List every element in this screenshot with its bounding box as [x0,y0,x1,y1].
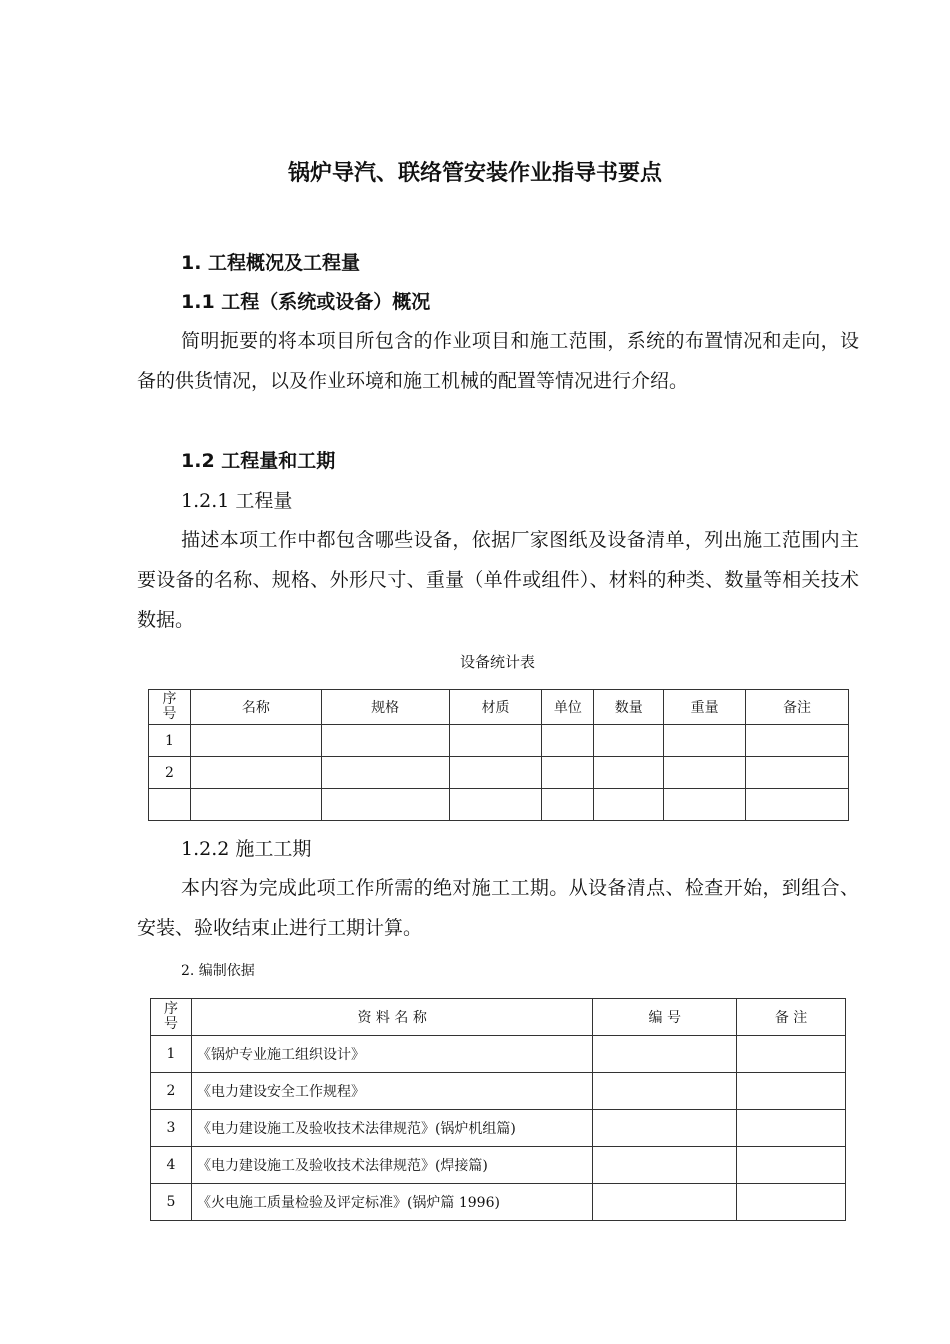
section-1-1-paragraph: 简明扼要的将本项目所包含的作业项目和施工范围，系统的布置情况和走向，设备的供货情况，以及作业环境和施工机械的配置等情况进行介绍。 [137,330,859,392]
cell [746,789,849,821]
header-material: 材质 [449,690,542,725]
cell [746,725,849,757]
header-seq-label: 序号 [163,1001,178,1032]
cell [542,757,594,789]
cell [594,757,664,789]
cell-remark [737,1073,846,1110]
header-seq [149,690,191,725]
cell-remark [737,1110,846,1147]
cell-remark [737,1036,846,1073]
equipment-table [148,689,849,821]
section-1-2-1-heading: 1.2.1 工程量 [181,490,293,512]
header-name: 名称 [190,690,321,725]
table-row [151,1036,846,1073]
header-remark: 备注 [746,690,849,725]
cell [664,725,746,757]
section-1-2-2-paragraph: 本内容为完成此项工作所需的绝对施工工期。从设备清点、检查开始，到组合、安装、验收结束止进行工期计算。 [137,877,859,939]
cell-remark [737,1184,846,1221]
cell [542,789,594,821]
header-unit: 单位 [542,690,594,725]
header-doc-name: 资 料 名 称 [191,999,592,1036]
table-row [151,1147,846,1184]
cell [746,757,849,789]
cell [664,757,746,789]
cell-doc-name: 《电力建设安全工作规程》 [191,1073,592,1110]
header-seq-label: 序号 [162,691,177,722]
cell-seq: 2 [151,1073,192,1110]
table-row [149,757,849,789]
table-header-row [151,999,846,1036]
cell-seq: 3 [151,1110,192,1147]
cell [321,725,449,757]
cell-doc-name: 《电力建设施工及验收技术法律规范》(锅炉机组篇) [191,1110,592,1147]
cell-seq: 4 [151,1147,192,1184]
cell [321,757,449,789]
header-weight: 重量 [664,690,746,725]
cell-seq: 2 [149,757,191,789]
cell [594,725,664,757]
cell-doc-number [593,1110,737,1147]
section-1-2-2-heading: 1.2.2 施工工期 [181,838,312,860]
table-1-caption: 设备统计表 [459,653,535,671]
cell [190,757,321,789]
header-doc-number: 编 号 [593,999,737,1036]
cell [449,757,542,789]
table-row [149,789,849,821]
cell [321,789,449,821]
cell-seq: 5 [151,1184,192,1221]
section-1-2-1-paragraph: 描述本项工作中都包含哪些设备，依据厂家图纸及设备清单，列出施工范围内主要设备的名称、规格、外形尺寸、重量（单件或组件）、材料的种类、数量等相关技术数据。 [137,529,859,631]
document-title: 锅炉导汽、联络管安装作业指导书要点 [287,161,662,186]
cell [449,725,542,757]
table-row [151,1073,846,1110]
table-header-row [149,690,849,725]
cell [594,789,664,821]
section-1-2-heading: 1.2 工程量和工期 [181,450,336,472]
header-quantity: 数量 [594,690,664,725]
cell-seq: 1 [151,1036,192,1073]
cell-remark [737,1147,846,1184]
cell [542,725,594,757]
table-row [151,1184,846,1221]
cell-doc-name: 《锅炉专业施工组织设计》 [191,1036,592,1073]
cell-doc-name: 《火电施工质量检验及评定标准》(锅炉篇 1996) [191,1184,592,1221]
header-spec: 规格 [321,690,449,725]
cell-doc-number [593,1184,737,1221]
cell-doc-number [593,1036,737,1073]
header-remark: 备 注 [737,999,846,1036]
cell [449,789,542,821]
cell [190,725,321,757]
cell-doc-number [593,1147,737,1184]
cell-doc-name: 《电力建设施工及验收技术法律规范》(焊接篇) [191,1147,592,1184]
cell-seq [149,789,191,821]
header-seq [151,999,192,1036]
cell-doc-number [593,1073,737,1110]
section-1-heading: 1. 工程概况及工程量 [181,252,361,274]
table-row [151,1110,846,1147]
section-1-1-heading: 1.1 工程（系统或设备）概况 [181,291,431,313]
cell [190,789,321,821]
table-row [149,725,849,757]
cell-seq: 1 [149,725,191,757]
references-table [150,998,846,1221]
section-2-heading: 2. 编制依据 [181,963,255,979]
cell [664,789,746,821]
